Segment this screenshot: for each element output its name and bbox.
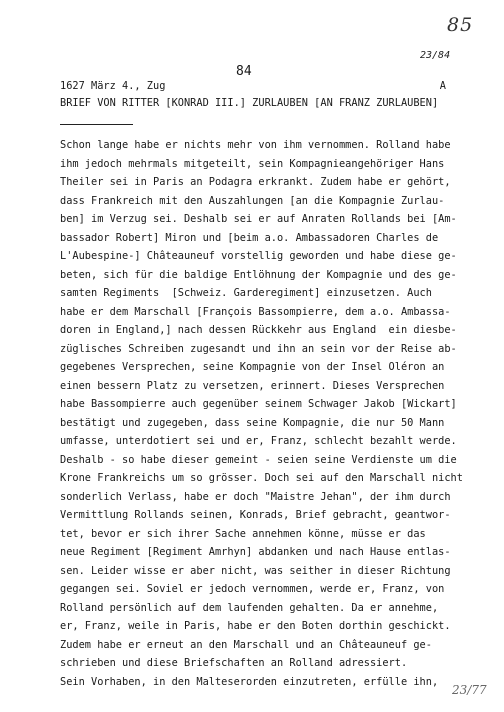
body-line: einen bessern Platz zu versetzen, erinnert. Dieses Versprechen xyxy=(60,379,445,392)
body-line: ben] im Verzug sei. Deshalb sei er auf Anraten Rollands bei [Am- xyxy=(60,213,457,225)
body-line: bassador Robert] Miron und [beim a.o. Ambassadoren Charles de xyxy=(60,231,439,244)
letter-summary-text xyxy=(60,136,463,691)
body-line: züglisches Schreiben zugesandt und ihn an sein vor der Reise ab- xyxy=(60,342,457,355)
body-line: Theiler sei in Paris an Podagra erkrankt. Zudem habe er gehört, xyxy=(60,176,451,188)
body-line: gegangen sei. Soviel er jedoch vernommen, werde er, Franz, von xyxy=(60,583,445,595)
page-number: 84 xyxy=(236,64,252,79)
document-header-date xyxy=(60,80,446,92)
body-line: Sein Vorhaben, in den Malteserorden einzutreten, erfülle ihn, xyxy=(60,675,439,688)
document-marker: A xyxy=(439,80,446,92)
body-line: habe Bassompierre auch gegenüber seinem Schwager Jakob [Wickart] xyxy=(60,398,457,410)
body-line: beten, sich für die baldige Entlöhnung der Kompagnie und des ge- xyxy=(60,268,457,281)
body-line: gegebenes Versprechen, seine Kompagnie von der Insel Oléron an xyxy=(60,361,445,373)
body-line: Vermittlung Rollands seinen, Konrads, Brief gebracht, geantwor- xyxy=(60,509,451,521)
body-line: dass Frankreich mit den Auszahlungen [an die Kompagnie Zurlau- xyxy=(60,194,445,207)
body-line: er, Franz, weile in Paris, habe er den Boten dorthin geschickt. xyxy=(60,620,451,632)
header-divider xyxy=(60,124,133,125)
body-line: L'Aubespine-] Châteauneuf vorstellig geworden und habe diese ge- xyxy=(60,250,457,262)
body-line: Schon lange habe er nichts mehr von ihm vernommen. Rolland habe xyxy=(60,139,451,151)
body-line: Rolland persönlich auf dem laufenden gehalten. Da er annehme, xyxy=(60,601,439,614)
body-line: tet, bevor er sich ihrer Sache annehmen könne, müsse er das xyxy=(60,527,426,540)
body-line: samten Regiments [Schweiz. Garderegiment] einzusetzen. Auch xyxy=(60,287,432,299)
body-line: Zudem habe er erneut an den Marschall und an Châteauneuf ge- xyxy=(60,638,432,651)
body-line: umfasse, unterdotiert sei und er, Franz, schlecht bezahlt werde. xyxy=(60,435,457,447)
body-line: schrieben und diese Briefschaften an Rolland adressiert. xyxy=(60,657,408,669)
body-line: neue Regiment [Regiment Amrhyn] abdanken und nach Hause entlas- xyxy=(60,546,451,558)
body-line: sonderlich Verlass, habe er doch "Maistre Jehan", der ihm durch xyxy=(60,490,451,503)
document-title: BRIEF VON RITTER [KONRAD III.] ZURLAUBEN [AN FRANZ ZURLAUBEN] xyxy=(60,97,439,109)
archive-reference: 23/84 xyxy=(420,50,451,61)
body-line: habe er dem Marschall [François Bassompierre, dem a.o. Ambassa- xyxy=(60,305,451,318)
body-line: Krone Frankreichs um so grösser. Doch sei auf den Marschall nicht xyxy=(60,472,463,484)
date-place: 1627 März 4., Zug xyxy=(60,80,166,92)
body-line: ihm jedoch mehrmals mitgeteilt, sein Kompagnieangehöriger Hans xyxy=(60,157,445,170)
handwritten-folio-number: 85 xyxy=(447,14,474,36)
body-line: bestätigt und zugegeben, dass seine Kompagnie, die nur 50 Mann xyxy=(60,416,445,429)
body-line: Deshalb - so habe dieser gemeint - seien seine Verdienste um die xyxy=(60,453,457,466)
handwritten-bottom-folio: 23/77 xyxy=(452,683,487,697)
body-line: sen. Leider wisse er aber nicht, was seither in dieser Richtung xyxy=(60,564,451,577)
body-line: doren in England,] nach dessen Rückkehr aus England ein diesbe- xyxy=(60,324,457,336)
